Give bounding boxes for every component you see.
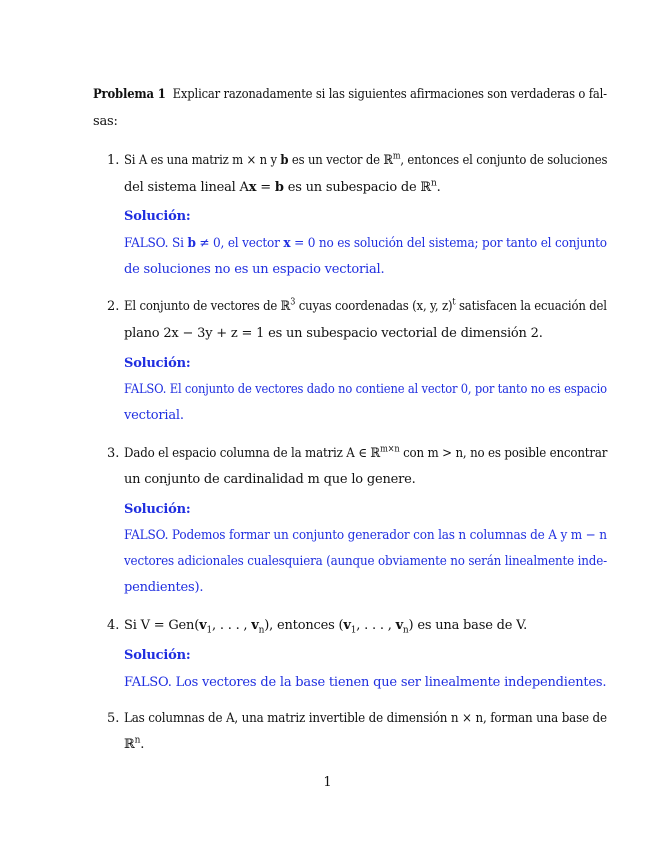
item-1-solution-label: Solución: [124, 209, 191, 224]
item-4-solution-label: Solución: [124, 648, 191, 663]
item-2-statement-line2: plano 2x − 3y + z = 1 es un subespacio vectorial de dimensión 2. [124, 326, 543, 341]
item-2-solution-line1: FALSO. El conjunto de vectores dado no contiene al vector 0, por tanto no es espacio [124, 382, 607, 397]
problem-intro-line2: sas: [93, 114, 118, 129]
item-3-statement-line2: un conjunto de cardinalidad m que lo genere. [124, 472, 416, 487]
problem-intro-text: Explicar razonadamente si las siguientes afirmaciones son verdaderas o fal- [172, 87, 607, 102]
item-2-statement-line1: El conjunto de vectores de ℝ$^3$ cuyas coordenadas (x, y, z)$^t$ satisfacen la ecuación del [124, 297, 607, 314]
item-4-solution-line1: FALSO. Los vectores de la base tienen que ser linealmente independientes. [124, 675, 607, 690]
item-number-2: 2. [107, 299, 120, 314]
item-3-statement-line1: Dado el espacio columna de la matriz A ∈ ℝ$^{m\times n}$ con m > n, no es posible encontrar [124, 444, 608, 461]
item-4-statement-line1: Si $V = Gen(v_1$, . . . , $v_n$), entonces ($v_1$, . . . , $v_n$) es una base de V. [124, 618, 528, 636]
item-number-1: 1. [107, 153, 120, 168]
item-1-solution-line1: FALSO. Si b ≠ 0, el vector x = 0 no es solución del sistema; por tanto el conjunto [124, 236, 607, 251]
problem-heading: Problema 1 [93, 87, 166, 102]
item-3-solution-line3: pendientes). [124, 580, 204, 595]
item-3-solution-line1: FALSO. Podemos formar un conjunto generador con las n columnas de A y m − n [124, 528, 607, 543]
item-1-statement-line1: Si A es una matriz m × n y b es un vector de ℝ$^m$, entonces el conjunto de soluciones [124, 151, 608, 168]
item-2-solution-label: Solución: [124, 356, 191, 371]
item-5-statement-line2: ℝ$^n$. [124, 735, 145, 752]
item-number-5: 5. [107, 711, 120, 726]
item-5-statement-line1: Las columnas de A, una matriz invertible de dimensión n × n, forman una base de [124, 711, 607, 726]
item-number-3: 3. [107, 446, 120, 461]
item-1-solution-line2: de soluciones no es un espacio vectorial. [124, 262, 385, 277]
item-number-4: 4. [107, 618, 120, 633]
item-3-solution-line2: vectores adicionales cualesquiera (aunque obviamente no serán linealmente inde- [124, 554, 607, 569]
problem-intro-line1 [93, 87, 607, 103]
item-1-statement-line2: del sistema lineal Ax = b es un subespacio de ℝ$^n$. [124, 178, 441, 195]
item-2-solution-line2: vectorial. [124, 408, 184, 423]
page-number: 1 [323, 775, 332, 790]
item-3-solution-label: Solución: [124, 502, 191, 517]
